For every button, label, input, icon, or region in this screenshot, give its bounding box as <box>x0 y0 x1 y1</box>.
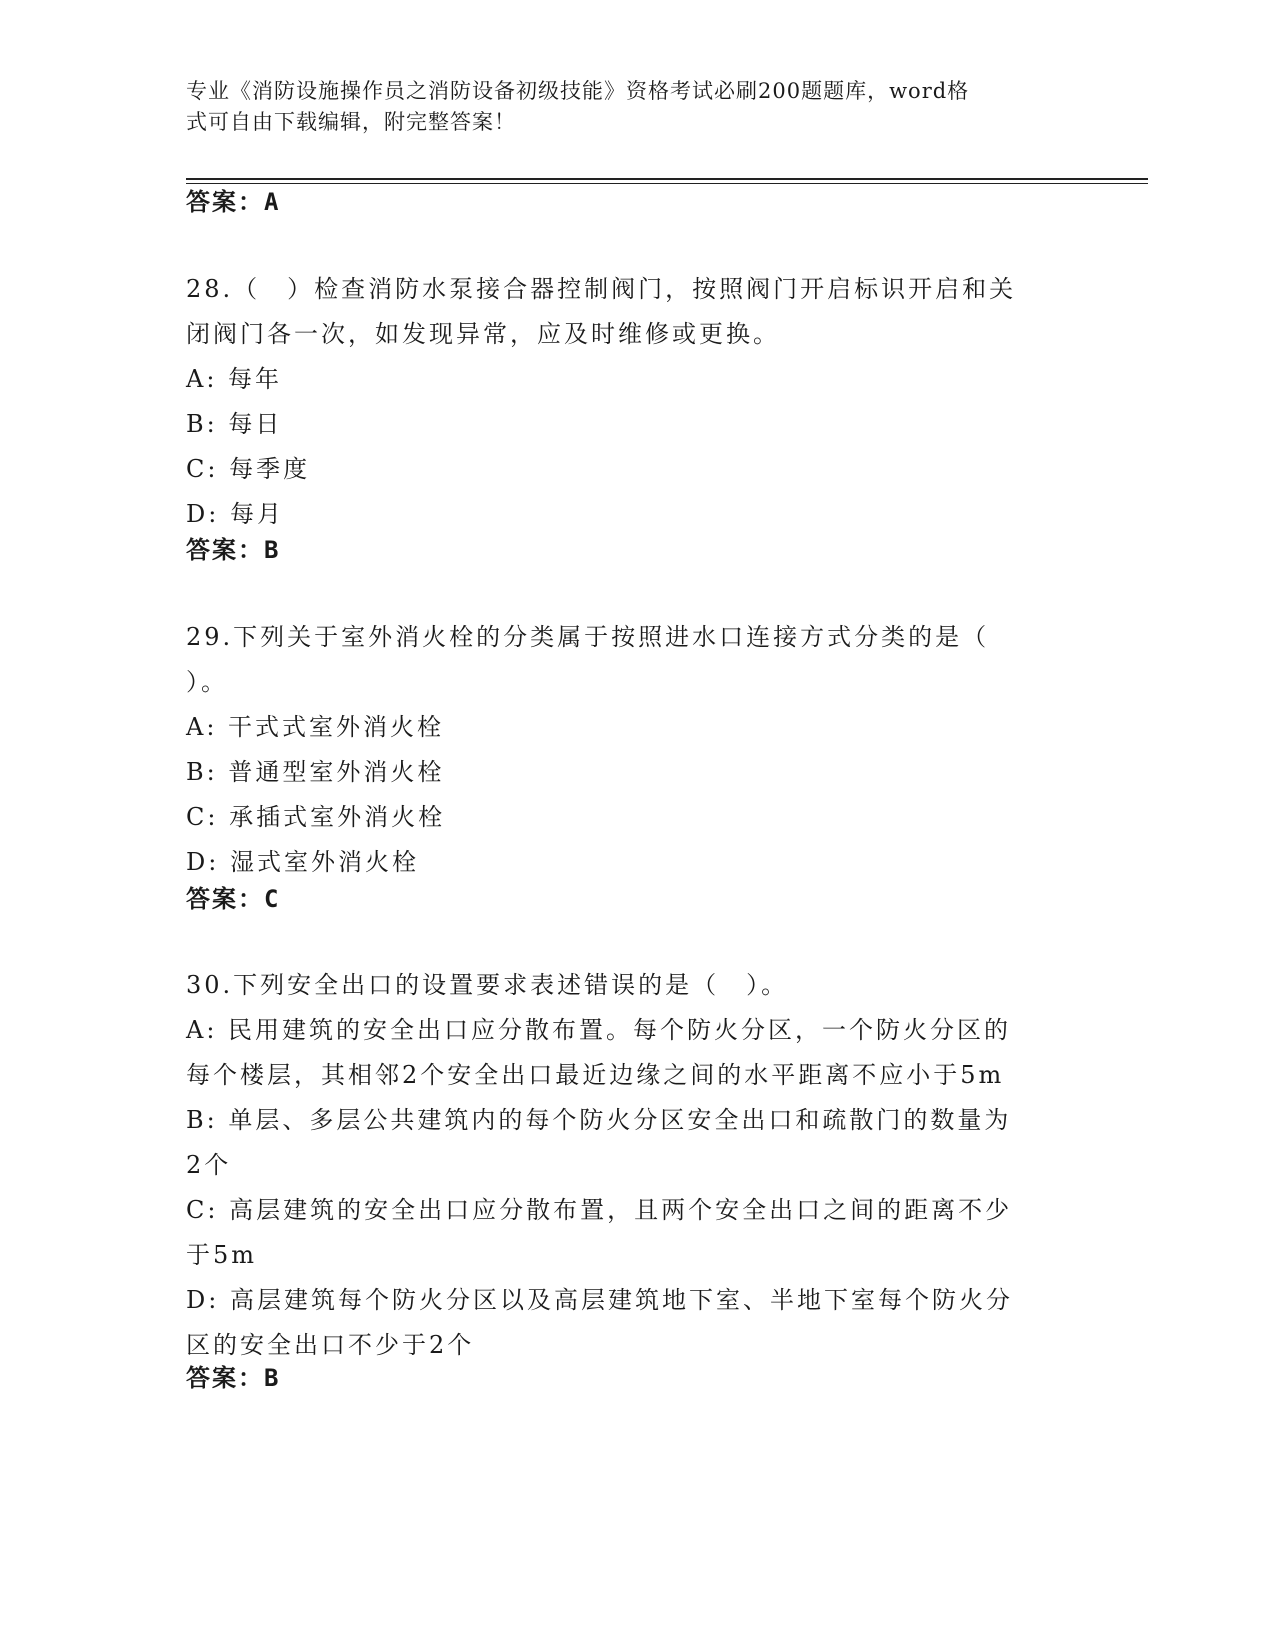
question-29 <box>186 615 1066 885</box>
answer-label: 答案： <box>186 885 264 913</box>
option-a: A: 干式式室外消火栓 <box>186 713 445 741</box>
question-stem-line: 30.下列安全出口的设置要求表述错误的是（ ）。 <box>186 971 789 999</box>
header-line-1: 专业《消防设施操作员之消防设备初级技能》资格考试必刷200题题库，word格 <box>186 79 970 103</box>
option-d-cont: 区的安全出口不少于2个 <box>186 1331 475 1359</box>
answer-value: B <box>264 536 281 564</box>
answer-label: 答案： <box>186 1364 264 1392</box>
option-b: B: 单层、多层公共建筑内的每个防火分区安全出口和疏散门的数量为 <box>186 1106 1012 1134</box>
question-stem-line: 28.（ ）检查消防水泵接合器控制阀门，按照阀门开启标识开启和关 <box>186 275 1017 303</box>
answer-line <box>186 1356 280 1401</box>
option-d: D: 高层建筑每个防火分区以及高层建筑地下室、半地下室每个防火分 <box>186 1286 1013 1314</box>
option-c: C: 高层建筑的安全出口应分散布置，且两个安全出口之间的距离不少 <box>186 1196 1013 1224</box>
option-d: D: 湿式室外消火栓 <box>186 848 419 876</box>
option-a: A: 民用建筑的安全出口应分散布置。每个防火分区，一个防火分区的 <box>186 1016 1012 1044</box>
option-c: C: 每季度 <box>186 455 311 483</box>
option-c: C: 承插式室外消火栓 <box>186 803 446 831</box>
question-stem-line: 29.下列关于室外消火栓的分类属于按照进水口连接方式分类的是（ <box>186 623 990 651</box>
answer-label: 答案： <box>186 188 264 216</box>
question-stem-line: ）。 <box>186 668 228 696</box>
option-b: B: 普通型室外消火栓 <box>186 758 445 786</box>
answer-value: C <box>264 885 281 913</box>
answer-line <box>186 528 280 573</box>
option-a-cont: 每个楼层，其相邻2个安全出口最近边缘之间的水平距离不应小于5m <box>186 1061 1005 1089</box>
option-b-cont: 2个 <box>186 1151 232 1179</box>
option-c-cont: 于5m <box>186 1241 258 1269</box>
header-note <box>186 76 1066 138</box>
option-b: B: 每日 <box>186 410 283 438</box>
answer-value: A <box>264 188 281 216</box>
answer-value: B <box>264 1364 281 1392</box>
question-30 <box>186 963 1066 1368</box>
answer-line <box>186 180 280 225</box>
question-stem-line: 闭阀门各一次，如发现异常，应及时维修或更换。 <box>186 320 780 348</box>
header-line-2: 式可自由下载编辑，附完整答案！ <box>186 110 516 134</box>
answer-label: 答案： <box>186 536 264 564</box>
option-a: A: 每年 <box>186 365 283 393</box>
header-divider <box>186 178 1148 184</box>
answer-line <box>186 877 280 922</box>
option-d: D: 每月 <box>186 500 284 528</box>
question-28 <box>186 267 1066 537</box>
